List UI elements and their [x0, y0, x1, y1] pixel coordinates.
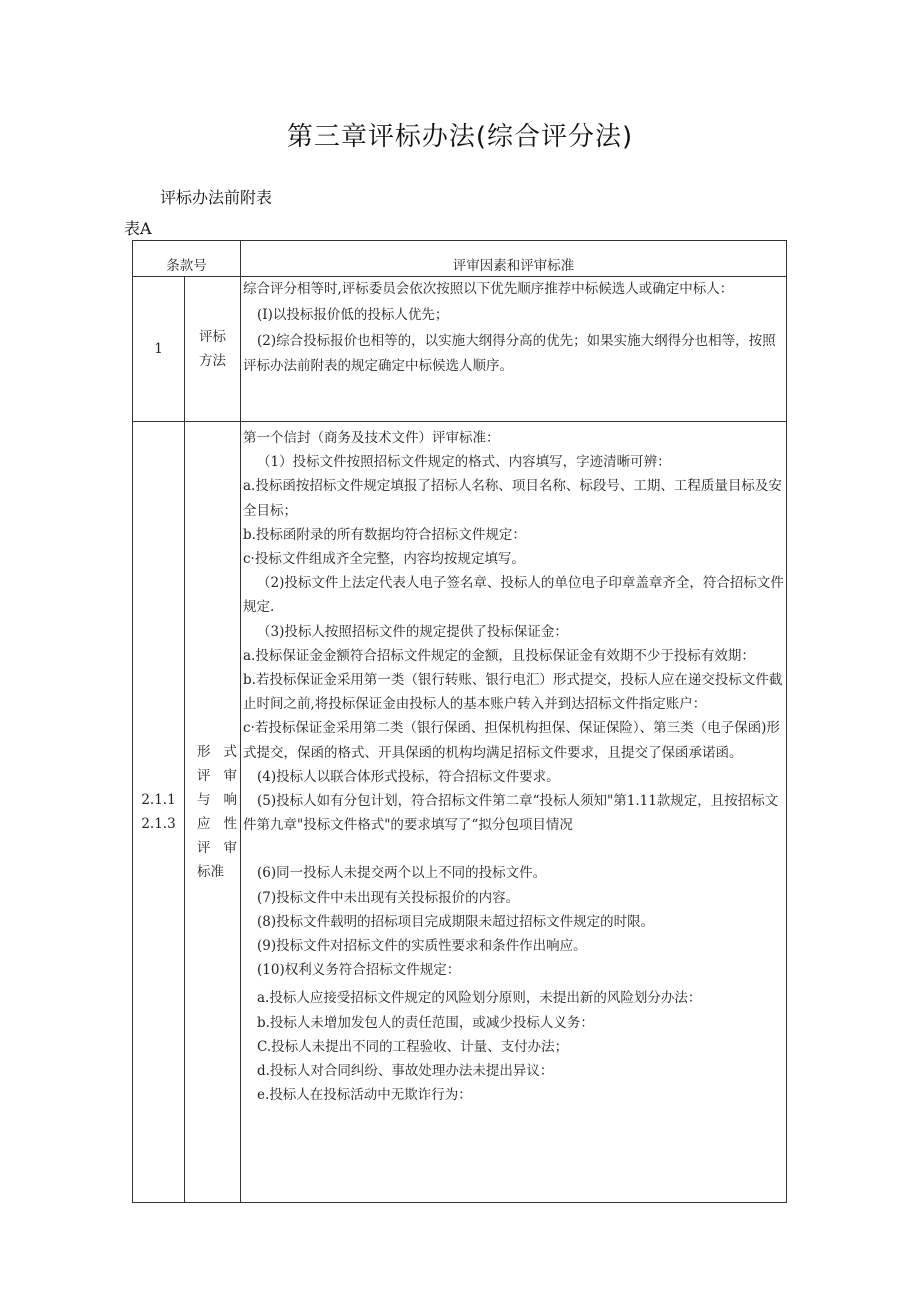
content-paragraph: (10)权利义务符合招标文件规定：: [257, 962, 461, 979]
clause-content: [241, 277, 787, 422]
clause-content: [241, 422, 787, 1203]
content-paragraph: e.投标人在投标活动中无欺诈行为：: [257, 1087, 472, 1104]
section-subtitle: 评标办法前附表: [160, 188, 273, 207]
content-paragraph: (9)投标文件对招标文件的实质性要求和条件作出响应。: [257, 938, 587, 955]
content-paragraph: C.投标人未提出不同的工程验收、计量、支付办法；: [257, 1038, 569, 1055]
clause-name-line: 方法: [199, 353, 226, 369]
table-header-row: [133, 241, 787, 277]
clause-name-line: 形 式: [197, 744, 237, 760]
evaluation-criteria-table: [132, 240, 787, 1203]
clause-name-line: 评 审: [197, 768, 237, 784]
clause-name-line: 应 性: [197, 816, 237, 832]
table-row: [133, 422, 787, 1203]
content-paragraph: a.投标保证金金额符合招标文件规定的金额，且投标保证金有效期不少于投标有效期：: [243, 647, 755, 664]
clause-name: [185, 422, 241, 1203]
content-paragraph: （1）投标文件按照招标文件规定的格式、内容填写，字迹清晰可辨：: [257, 454, 671, 471]
clause-name: [185, 277, 241, 422]
content-paragraph: 综合评分相等时,评标委员会依次按照以下优先顺序推荐中标候选人或确定中标人：: [243, 281, 734, 297]
table-label: 表A: [124, 219, 152, 238]
content-paragraph: b.投标人未增加发包人的责任范围，或减少投标人义务：: [257, 1014, 594, 1031]
content-paragraph: d.投标人对合同纠纷、事故处理办法未提出异议：: [257, 1063, 554, 1080]
clause-number-line: 2.1.1: [141, 792, 176, 808]
header-criteria: 评审因素和评审标准: [241, 241, 787, 277]
content-paragraph: (6)同一投标人未提交两个以上不同的投标文件。: [257, 865, 547, 882]
table-row: [133, 277, 787, 422]
clause-name-line: 标准: [197, 864, 224, 880]
content-paragraph: (2)综合投标报价也相等的，以实施大纲得分高的优先；如果实施大纲得分也相等，按照评标办法前附表的规定确定中标候选人顺序。: [243, 333, 776, 374]
document-title: 第三章评标办法(综合评分法): [286, 122, 634, 152]
content-paragraph: (5)投标人如有分包计划，符合招标文件第二章“投标人须知"第1.11款规定，且按招标文件第九章"投标文件格式"的要求填写了“拟分包项目情况: [243, 793, 779, 834]
clause-name-line: 与 响: [197, 792, 237, 808]
content-paragraph: c·投标文件组成齐全完整，内容均按规定填写。: [243, 551, 525, 568]
content-paragraph: b.投标函附录的所有数据均符合招标文件规定：: [243, 526, 526, 543]
clause-number: 1: [133, 277, 185, 422]
clause-name-line: 评 审: [197, 840, 237, 856]
content-paragraph: (8)投标文件载明的招标项目完成期限未超过招标文件规定的时限。: [257, 913, 655, 930]
content-paragraph: c·若投标保证金采用第二类（银行保函、担保机构担保、保证保险）、第三类（电子保函)形式提交，保函的格式、开具保函的机构均满足招标文件要求，且提交了保函承诺函。: [243, 720, 780, 761]
header-clause-no: 条款号: [133, 241, 241, 277]
content-paragraph: a.投标人应接受招标文件规定的风险划分原则，未提出新的风险划分办法：: [257, 990, 702, 1007]
content-paragraph: 第一个信封（商务及技术文件）评审标准：: [243, 430, 500, 446]
content-paragraph: a.投标函按招标文件规定填报了招标人名称、项目名称、标段号、工期、工程质量目标及安全目标；: [243, 478, 782, 519]
content-paragraph: b.若投标保证金采用第一类（银行转账、银行电汇）形式提交，投标人应在递交投标文件截止时间之前,将投标保证金由投标人的基本账户转入并到达招标文件指定账户：: [243, 672, 783, 713]
content-paragraph: （2)投标文件上法定代表人电子签名章、投标人的单位电子印章盖章齐全，符合招标文件规定.: [243, 575, 784, 616]
content-paragraph: (7)投标文件中未出现有关投标报价的内容。: [257, 889, 520, 906]
clause-name-line: 评标: [199, 329, 226, 345]
content-paragraph: （3)投标人按照招标文件的规定提供了投标保证金：: [257, 623, 568, 640]
clause-number: [133, 422, 185, 1203]
clause-number-line: 2.1.3: [141, 816, 176, 832]
content-paragraph: (4)投标人以联合体形式投标，符合招标文件要求。: [257, 768, 560, 785]
content-paragraph: (I)以投标报价低的投标人优先；: [257, 307, 449, 324]
blank-line: [243, 837, 784, 861]
